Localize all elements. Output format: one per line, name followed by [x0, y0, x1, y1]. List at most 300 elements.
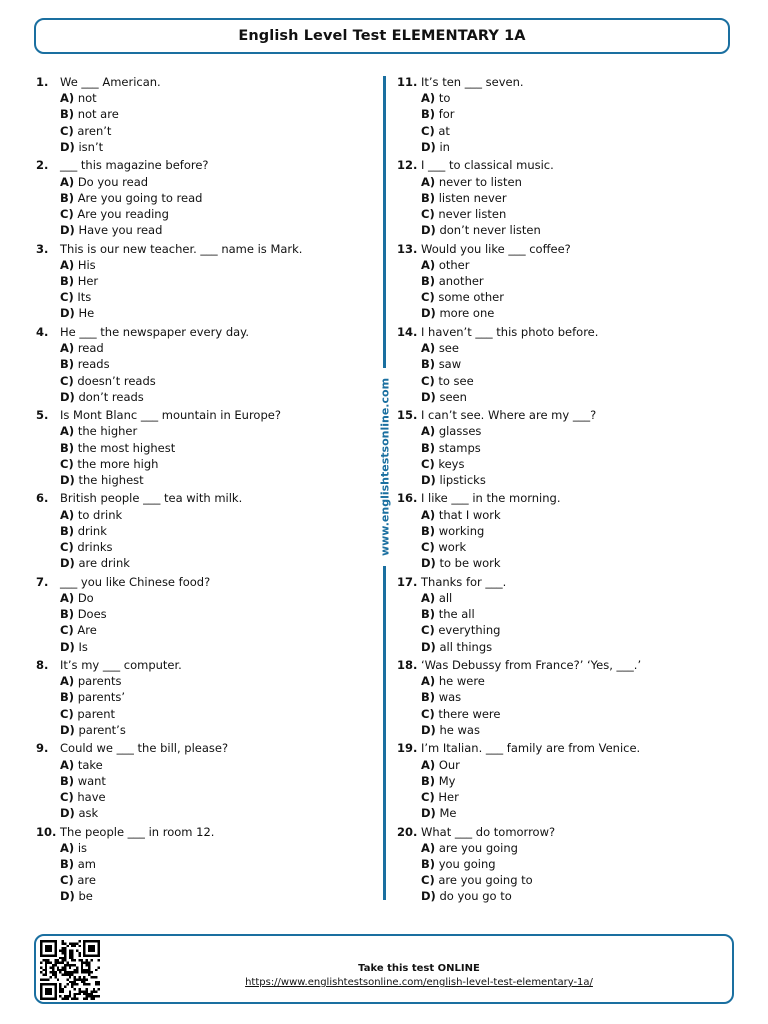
option-text: parents	[77, 674, 122, 689]
option-text: do you go to	[439, 889, 512, 904]
question-text: I haven’t ___ this photo before.	[421, 324, 599, 339]
option-letter: D)	[421, 806, 436, 821]
question-number: 17.	[397, 574, 418, 589]
option-text: not are	[77, 107, 119, 122]
option-text: there were	[438, 706, 501, 721]
question-item	[397, 407, 727, 490]
answer-option[interactable]	[36, 340, 366, 356]
option-text: be	[78, 889, 93, 904]
question-row	[397, 824, 727, 840]
option-letter: D)	[421, 139, 436, 154]
question-number: 11.	[397, 75, 418, 89]
answer-option[interactable]	[36, 805, 366, 821]
option-letter: D)	[60, 306, 75, 321]
option-text: all	[438, 590, 453, 605]
question-number: 14.	[397, 324, 418, 339]
answer-option[interactable]	[36, 356, 366, 372]
option-letter: B)	[60, 857, 75, 872]
option-text: am	[77, 857, 96, 872]
answer-option[interactable]	[36, 456, 366, 472]
question-row	[397, 324, 727, 340]
answer-option[interactable]	[397, 472, 727, 488]
question-number: 5.	[36, 408, 49, 423]
answer-option[interactable]	[36, 257, 366, 273]
option-letter: B)	[60, 773, 75, 788]
option-letter: C)	[60, 123, 74, 138]
option-text: at	[438, 123, 450, 138]
question-number: 7.	[36, 574, 49, 589]
question-row	[397, 407, 727, 423]
option-text: take	[77, 757, 103, 772]
option-text: the most highest	[77, 440, 176, 455]
question-row	[397, 157, 727, 173]
answer-option[interactable]	[36, 206, 366, 222]
question-text: It’s ten ___ seven.	[421, 75, 524, 89]
page-title: English Level Test ELEMENTARY 1A	[238, 28, 526, 44]
question-row	[36, 74, 366, 90]
option-text: Her	[77, 274, 99, 288]
option-letter: D)	[60, 473, 75, 487]
option-letter: B)	[421, 107, 436, 122]
option-letter: D)	[60, 722, 75, 737]
option-text: isn’t	[78, 139, 104, 154]
option-text: aren’t	[77, 123, 112, 138]
option-text: seen	[439, 389, 467, 404]
question-number: 2.	[36, 158, 49, 173]
option-letter: B)	[421, 190, 436, 205]
answer-option[interactable]	[36, 856, 366, 872]
answer-option[interactable]	[397, 206, 727, 222]
option-text: want	[77, 773, 106, 788]
question-row	[36, 157, 366, 173]
option-text: Are you reading	[77, 206, 169, 221]
answer-option[interactable]	[397, 606, 727, 622]
option-letter: B)	[60, 190, 75, 205]
option-text: have	[77, 789, 106, 804]
answer-option[interactable]	[397, 673, 727, 689]
answer-option[interactable]	[397, 106, 727, 122]
question-item	[36, 241, 366, 324]
answer-option[interactable]	[397, 305, 727, 321]
answer-option[interactable]	[397, 639, 727, 655]
answer-option[interactable]	[36, 555, 366, 571]
option-letter: A)	[421, 257, 436, 272]
option-text: the highest	[78, 473, 144, 487]
answer-option[interactable]	[397, 356, 727, 372]
option-letter: B)	[60, 274, 75, 288]
option-letter: C)	[421, 373, 435, 388]
option-letter: B)	[421, 523, 436, 538]
answer-option[interactable]	[397, 440, 727, 456]
option-letter: A)	[60, 840, 75, 855]
option-text: Are you going to read	[77, 190, 203, 205]
option-letter: D)	[421, 306, 436, 321]
option-text: for	[438, 107, 455, 122]
option-letter: C)	[60, 540, 74, 555]
option-text: he were	[438, 674, 485, 689]
questions-column-left	[36, 74, 366, 907]
answer-option[interactable]	[36, 472, 366, 488]
option-text: the all	[438, 607, 475, 622]
option-text: another	[438, 274, 484, 288]
option-text: He	[78, 306, 95, 321]
option-text: to see	[438, 373, 474, 388]
option-letter: C)	[60, 206, 74, 221]
answer-option[interactable]	[397, 773, 727, 789]
answer-option[interactable]	[36, 590, 366, 606]
option-letter: B)	[60, 107, 75, 122]
qr-code-icon[interactable]	[40, 940, 100, 1000]
answer-option[interactable]	[397, 257, 727, 273]
question-text: Thanks for ___.	[421, 574, 507, 589]
option-letter: B)	[421, 440, 436, 455]
answer-option[interactable]	[36, 123, 366, 139]
answer-option[interactable]	[397, 373, 727, 389]
option-letter: B)	[421, 773, 436, 788]
option-letter: C)	[421, 540, 435, 555]
question-item	[36, 824, 366, 907]
option-letter: A)	[421, 757, 436, 772]
question-text: I ___ to classical music.	[421, 158, 554, 173]
answer-option[interactable]	[397, 190, 727, 206]
question-row	[36, 324, 366, 340]
answer-option[interactable]	[36, 423, 366, 439]
option-text: keys	[438, 456, 465, 471]
option-letter: A)	[421, 341, 436, 356]
answer-option[interactable]	[36, 507, 366, 523]
answer-option[interactable]	[36, 174, 366, 190]
option-text: the higher	[77, 424, 138, 439]
answer-option[interactable]	[36, 789, 366, 805]
question-item	[36, 490, 366, 573]
question-row	[397, 490, 727, 506]
option-text: Do you read	[77, 174, 149, 189]
option-text: are you going	[438, 840, 518, 855]
question-item	[36, 74, 366, 157]
option-text: never to listen	[438, 174, 522, 189]
option-letter: B)	[421, 857, 436, 872]
option-letter: A)	[60, 424, 75, 439]
test-url-link[interactable]: https://www.englishtestsonline.com/english-level-test-elementary-1a/	[245, 977, 593, 988]
option-letter: D)	[60, 639, 75, 654]
answer-option[interactable]	[36, 222, 366, 238]
option-letter: C)	[421, 456, 435, 471]
option-letter: C)	[60, 623, 74, 638]
option-text: Our	[438, 757, 460, 772]
option-letter: A)	[60, 757, 75, 772]
answer-option[interactable]	[36, 622, 366, 638]
option-letter: B)	[421, 357, 436, 372]
option-letter: A)	[60, 174, 75, 189]
option-letter: D)	[421, 223, 436, 238]
answer-option[interactable]	[36, 539, 366, 555]
question-number: 15.	[397, 408, 418, 423]
answer-option[interactable]	[36, 639, 366, 655]
question-text: I can’t see. Where are my ___?	[421, 408, 597, 423]
answer-option[interactable]	[397, 856, 727, 872]
answer-option[interactable]	[397, 123, 727, 139]
answer-option[interactable]	[397, 507, 727, 523]
option-text: read	[77, 341, 104, 356]
question-number: 20.	[397, 824, 418, 839]
option-letter: D)	[421, 389, 436, 404]
answer-option[interactable]	[36, 673, 366, 689]
answer-option[interactable]	[36, 523, 366, 539]
option-letter: C)	[421, 873, 435, 888]
question-row	[397, 657, 727, 673]
question-item	[397, 824, 727, 907]
answer-option[interactable]	[397, 222, 727, 238]
option-text: the more high	[77, 456, 159, 471]
question-text: Could we ___ the bill, please?	[60, 741, 229, 756]
answer-option[interactable]	[397, 590, 727, 606]
answer-option[interactable]	[397, 523, 727, 539]
option-text: listen never	[438, 190, 507, 205]
question-row	[36, 740, 366, 756]
option-letter: A)	[421, 507, 436, 522]
option-text: Is	[78, 639, 88, 654]
option-letter: D)	[421, 639, 436, 654]
question-item	[397, 740, 727, 823]
question-number: 16.	[397, 491, 418, 506]
answer-option[interactable]	[36, 872, 366, 888]
option-letter: D)	[60, 556, 75, 571]
question-number: 19.	[397, 741, 418, 756]
question-number: 4.	[36, 324, 49, 339]
answer-option[interactable]	[397, 888, 727, 904]
option-text: was	[438, 690, 462, 705]
question-number: 6.	[36, 491, 49, 506]
vertical-site-url[interactable]: www.englishtestsonline.com	[378, 377, 392, 557]
option-letter: C)	[421, 706, 435, 721]
question-item	[36, 407, 366, 490]
option-text: to be work	[439, 556, 501, 571]
option-text: parents’	[77, 690, 126, 705]
question-item	[397, 490, 727, 573]
question-text: Would you like ___ coffee?	[421, 241, 571, 256]
option-text: everything	[438, 623, 501, 638]
question-row	[36, 574, 366, 590]
option-letter: D)	[421, 473, 436, 487]
question-row	[397, 74, 727, 90]
option-text: parent’s	[78, 722, 126, 737]
option-letter: A)	[60, 590, 75, 605]
option-letter: A)	[421, 840, 436, 855]
question-row	[36, 490, 366, 506]
title-banner	[34, 18, 730, 54]
option-text: more one	[439, 306, 495, 321]
option-text: ask	[78, 806, 99, 821]
answer-option[interactable]	[397, 174, 727, 190]
answer-option[interactable]	[36, 440, 366, 456]
option-letter: C)	[60, 290, 74, 305]
answer-option[interactable]	[36, 888, 366, 904]
answer-option[interactable]	[36, 373, 366, 389]
option-letter: B)	[60, 607, 75, 622]
answer-option[interactable]	[36, 706, 366, 722]
answer-option[interactable]	[397, 539, 727, 555]
option-letter: C)	[60, 789, 74, 804]
option-text: drinks	[77, 540, 113, 555]
question-text: British people ___ tea with milk.	[60, 491, 243, 506]
question-item	[36, 657, 366, 740]
answer-option[interactable]	[397, 389, 727, 405]
option-letter: C)	[421, 206, 435, 221]
option-text: some other	[438, 290, 504, 305]
option-text: are	[77, 873, 96, 888]
option-text: in	[439, 139, 450, 154]
option-text: Me	[439, 806, 457, 821]
option-text: Have you read	[78, 223, 163, 238]
option-text: don’t never listen	[439, 223, 541, 238]
option-text: are drink	[78, 556, 130, 571]
question-text: This is our new teacher. ___ name is Mark.	[60, 241, 303, 256]
option-text: work	[438, 540, 467, 555]
answer-option[interactable]	[397, 757, 727, 773]
answer-option[interactable]	[397, 622, 727, 638]
question-item	[397, 324, 727, 407]
option-letter: D)	[60, 139, 75, 154]
footer-banner	[34, 934, 734, 1004]
answer-option[interactable]	[36, 722, 366, 738]
answer-option[interactable]	[397, 139, 727, 155]
option-letter: A)	[60, 91, 75, 106]
option-text: never listen	[438, 206, 507, 221]
question-text: We ___ American.	[60, 75, 161, 89]
option-text: not	[77, 91, 97, 106]
answer-option[interactable]	[36, 289, 366, 305]
question-item	[397, 157, 727, 240]
answer-option[interactable]	[397, 423, 727, 439]
option-text: Does	[77, 607, 107, 622]
option-letter: A)	[60, 341, 75, 356]
answer-option[interactable]	[397, 90, 727, 106]
answer-option[interactable]	[36, 606, 366, 622]
question-text: Is Mont Blanc ___ mountain in Europe?	[60, 408, 281, 423]
answer-option[interactable]	[397, 689, 727, 705]
answer-option[interactable]	[397, 789, 727, 805]
option-letter: B)	[421, 274, 436, 288]
question-row	[36, 657, 366, 673]
answer-option[interactable]	[397, 805, 727, 821]
option-letter: D)	[421, 556, 436, 571]
option-letter: C)	[60, 873, 74, 888]
question-text: It’s my ___ computer.	[60, 658, 182, 673]
option-text: you going	[438, 857, 496, 872]
question-number: 8.	[36, 658, 49, 673]
question-item	[36, 574, 366, 657]
answer-option[interactable]	[397, 706, 727, 722]
question-number: 13.	[397, 241, 418, 256]
answer-option[interactable]	[36, 773, 366, 789]
question-item	[397, 574, 727, 657]
option-text: drink	[77, 523, 107, 538]
option-letter: C)	[60, 706, 74, 721]
option-text: parent	[77, 706, 116, 721]
answer-option[interactable]	[36, 139, 366, 155]
answer-option[interactable]	[36, 689, 366, 705]
answer-option[interactable]	[36, 305, 366, 321]
option-letter: C)	[421, 789, 435, 804]
option-text: Do	[77, 590, 94, 605]
question-row	[397, 241, 727, 257]
question-row	[36, 241, 366, 257]
option-text: working	[438, 523, 485, 538]
option-text: His	[77, 257, 96, 272]
answer-option[interactable]	[36, 389, 366, 405]
answer-option[interactable]	[397, 456, 727, 472]
take-test-online-label: Take this test ONLINE	[358, 963, 480, 974]
question-text: The people ___ in room 12.	[60, 824, 215, 839]
option-letter: B)	[60, 357, 75, 372]
question-item	[397, 74, 727, 157]
answer-option[interactable]	[397, 340, 727, 356]
option-text: glasses	[438, 424, 482, 439]
answer-option[interactable]	[36, 106, 366, 122]
option-letter: A)	[60, 257, 75, 272]
answer-option[interactable]	[397, 722, 727, 738]
question-item	[36, 740, 366, 823]
option-text: stamps	[438, 440, 481, 455]
option-text: doesn’t reads	[77, 373, 156, 388]
option-text: Its	[77, 290, 92, 305]
option-letter: C)	[421, 290, 435, 305]
column-divider-bottom	[383, 566, 386, 900]
answer-option[interactable]	[397, 289, 727, 305]
answer-option[interactable]	[397, 840, 727, 856]
questions-column-right	[397, 74, 727, 907]
question-text: He ___ the newspaper every day.	[60, 324, 249, 339]
question-text: I like ___ in the morning.	[421, 491, 561, 506]
option-letter: A)	[60, 507, 75, 522]
question-number: 3.	[36, 241, 49, 256]
option-text: Her	[438, 789, 459, 804]
option-letter: D)	[60, 389, 75, 404]
answer-option[interactable]	[397, 273, 727, 289]
option-text: saw	[438, 357, 462, 372]
answer-option[interactable]	[36, 273, 366, 289]
answer-option[interactable]	[36, 190, 366, 206]
option-letter: B)	[60, 440, 75, 455]
question-row	[397, 740, 727, 756]
option-text: other	[438, 257, 470, 272]
question-number: 10.	[36, 824, 57, 839]
option-letter: A)	[421, 174, 436, 189]
question-text: What ___ do tomorrow?	[421, 824, 556, 839]
option-letter: D)	[421, 889, 436, 904]
option-text: lipsticks	[439, 473, 486, 487]
option-letter: A)	[421, 91, 436, 106]
question-text: I’m Italian. ___ family are from Venice.	[421, 741, 641, 756]
option-letter: D)	[421, 722, 436, 737]
column-divider-top	[383, 76, 386, 368]
option-text: reads	[77, 357, 110, 372]
question-number: 12.	[397, 158, 418, 173]
option-letter: C)	[60, 373, 74, 388]
option-text: are you going to	[438, 873, 533, 888]
footer-text	[106, 962, 732, 990]
question-number: 1.	[36, 75, 49, 89]
answer-option[interactable]	[36, 90, 366, 106]
answer-option[interactable]	[397, 872, 727, 888]
option-text: all things	[439, 639, 493, 654]
option-letter: C)	[60, 456, 74, 471]
question-row	[36, 824, 366, 840]
answer-option[interactable]	[36, 840, 366, 856]
answer-option[interactable]	[397, 555, 727, 571]
answer-option[interactable]	[36, 757, 366, 773]
option-text: see	[438, 341, 459, 356]
